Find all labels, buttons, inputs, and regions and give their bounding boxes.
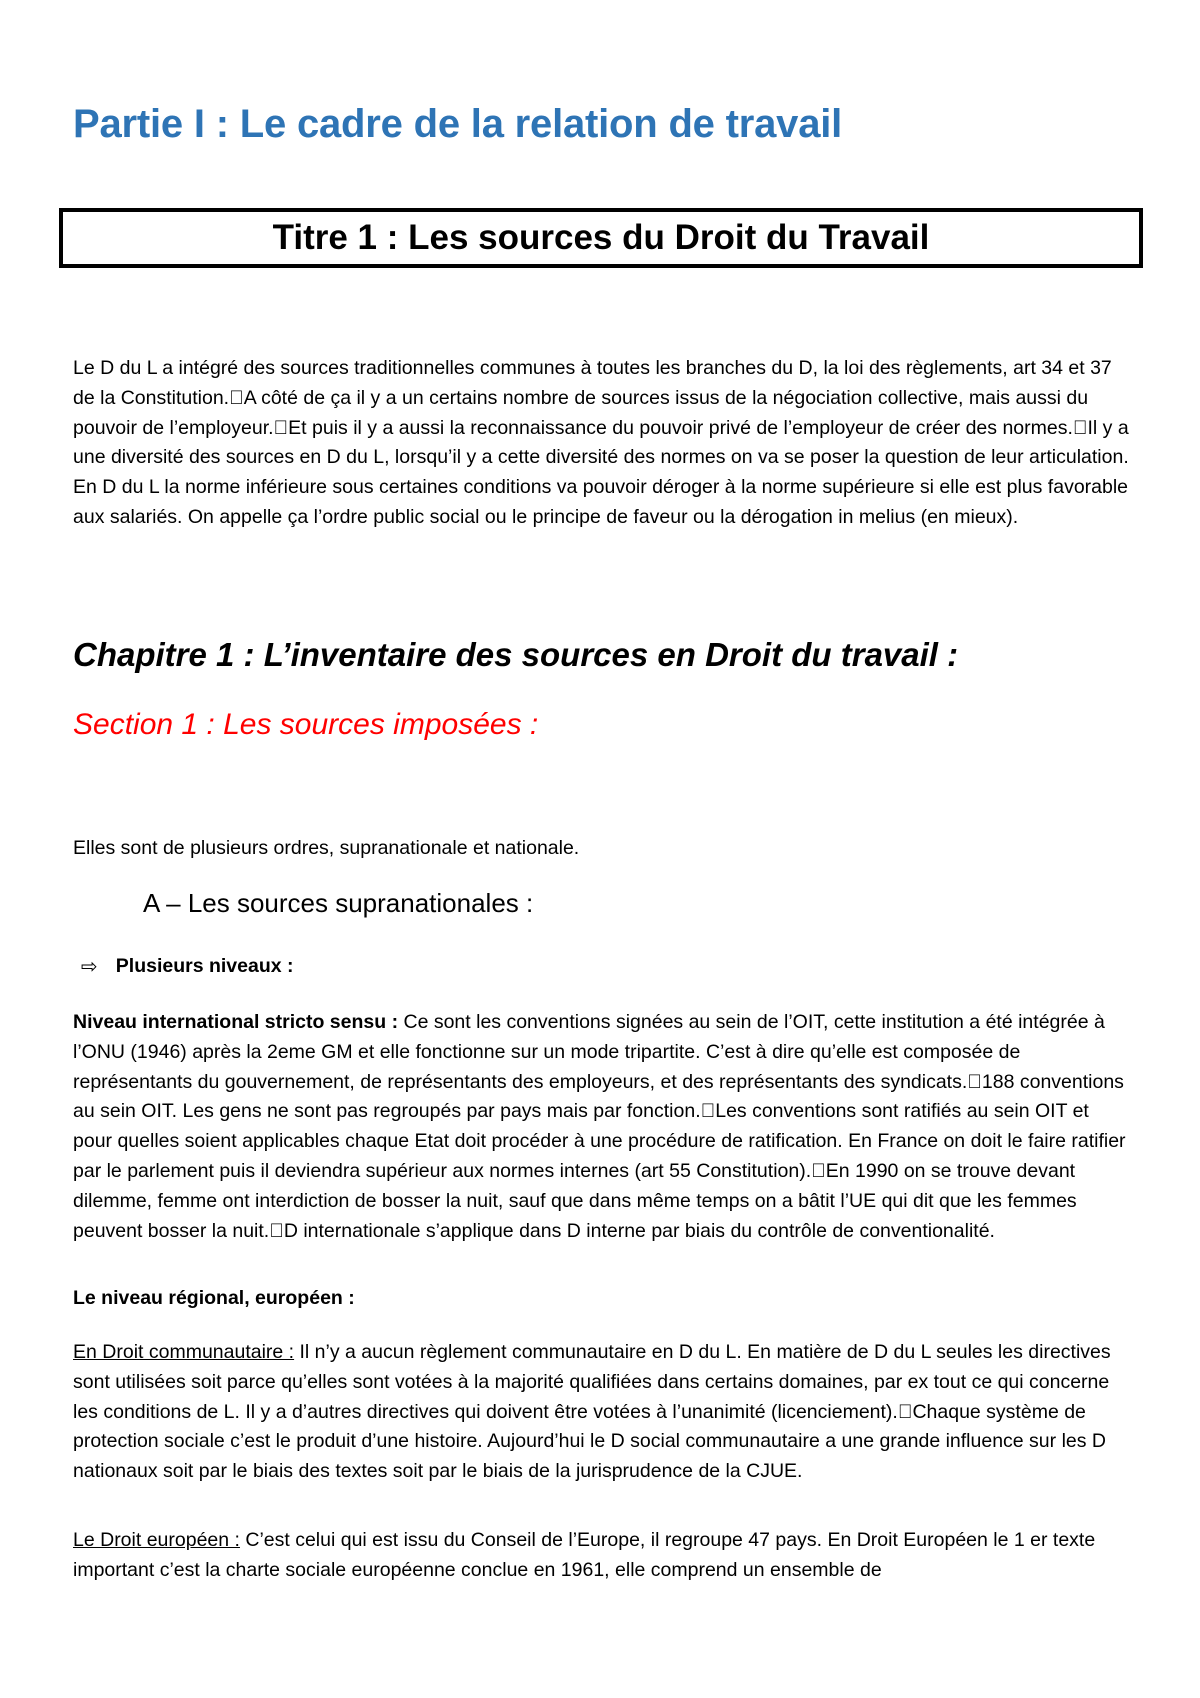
niveau-international-paragraph	[73, 1008, 1133, 1246]
droit-communautaire-text: Il n’y a aucun règlement communautaire en D du L. En matière de D du L seules les directives sont utilisées soit parce qu’elles sont votées à la majorité qualifiées dans certains domaines, par ex tout ce qui concerne les conditions de L. Il y a d’autres directives qui doivent être votées à l’unanimité (licenciement). Chaque système de protection sociale c’est le produit d’une histoire. Aujourd’hui le D social communautaire a une grande influence sur les D nationaux soit par le biais des textes soit par le biais de la jurisprudence de la CJUE.	[73, 1341, 1111, 1483]
partie-title: Partie I : Le cadre de la relation de travail	[73, 102, 843, 146]
droit-europeen-text: C’est celui qui est issu du Conseil de l’Europe, il regroupe 47 pays. En Droit Européen le 1 er texte important c’est la charte sociale européenne conclue en 1961, elle comprend un ensemble de	[73, 1529, 1096, 1581]
plusieurs-label: Plusieurs niveaux :	[115, 955, 294, 977]
droit-communautaire-paragraph	[73, 1338, 1133, 1487]
droit-europeen-label: Le Droit européen :	[73, 1529, 240, 1551]
titre-box	[59, 208, 1143, 268]
droit-europeen-paragraph	[73, 1526, 1133, 1586]
right-arrow-outline-icon: ⇨	[81, 956, 98, 978]
section-title: Section 1 : Les sources imposées :	[73, 708, 539, 741]
droit-communautaire-label: En Droit communautaire :	[73, 1341, 295, 1363]
plusieurs-niveaux	[81, 954, 294, 979]
niveau-international-text: Ce sont les conventions signées au sein de l’OIT, cette institution a été intégrée à l’ONU (1946) après la 2eme GM et elle fonctionne sur un mode tripartite. C’est à dire qu’elle est composée de représentants du gouvernement, de représentants des employeurs, et des représentants des syndicats. 188 conventions au sein OIT. Les gens ne sont pas regroupés par pays mais par fonction. Les conventions sont ratifiés au sein OIT et pour quelles soient applicables chaque Etat doit procéder à une procédure de ratification. En France on doit le faire ratifier par le parlement puis il deviendra supérieur aux normes internes (art 55 Constitution). En 1990 on se trouve devant dilemme, femme ont interdiction de bosser la nuit, sauf que dans même temps on a bâtit l’UE qui dit que les femmes peuvent bosser la nuit. D internationale s’applique dans D interne par biais du contrôle de conventionalité.	[73, 1011, 1126, 1242]
regional-heading: Le niveau régional, européen :	[73, 1287, 355, 1309]
chapitre-title: Chapitre 1 : L’inventaire des sources en Droit du travail :	[73, 636, 959, 673]
elles-paragraph: Elles sont de plusieurs ordres, supranationale et nationale.	[73, 837, 580, 859]
sub-a-title: A – Les sources supranationales :	[143, 888, 534, 918]
document-page	[73, 96, 1133, 1581]
intro-paragraph: Le D du L a intégré des sources traditionnelles communes à toutes les branches du D, la loi des règlements, art 34 et 37 de la Constitution. A côté de ça il y a un certains nombre de sources issus de la négociation collective, mais aussi du pouvoir de l’employeur. Et puis il y a aussi la reconnaissance du pouvoir privé de l’employeur de créer des normes. Il y a une diversité des sources en D du L, lorsqu’il y a cette diversité des normes on va se poser la question de leur articulation. En D du L la norme inférieure sous certaines conditions va pouvoir déroger à la norme supérieure si elle est plus favorable aux salariés. On appelle ça l’ordre public social ou le principe de faveur ou la dérogation in melius (en mieux).	[73, 357, 1129, 528]
titre-title: Titre 1 : Les sources du Droit du Travail	[272, 218, 930, 257]
niveau-international-label: Niveau international stricto sensu :	[73, 1011, 399, 1033]
